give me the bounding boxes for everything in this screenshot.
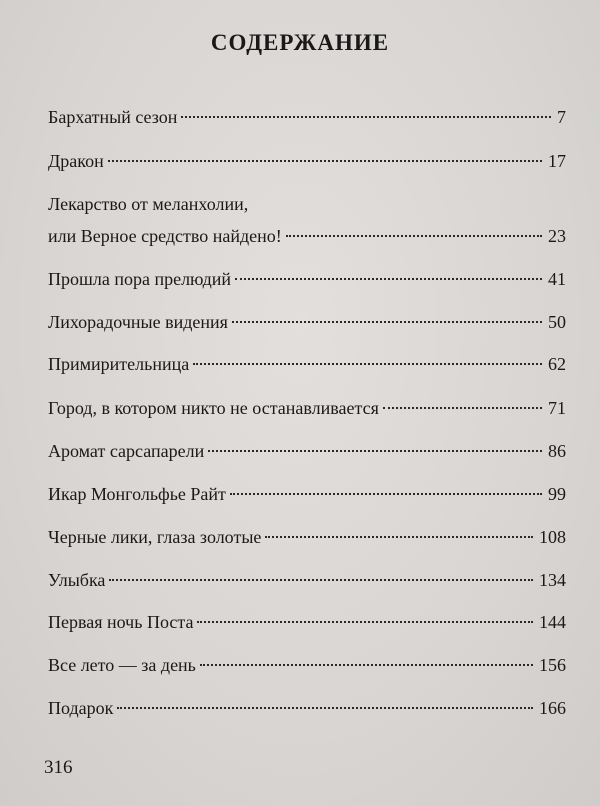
leader-dots xyxy=(108,160,542,162)
toc-entry xyxy=(48,310,566,334)
toc-entry-page: 156 xyxy=(539,655,566,675)
toc-entry-title: Икар Монгольфье Райт xyxy=(48,484,226,504)
leader-dots xyxy=(286,235,542,237)
toc-entry-page: 71 xyxy=(548,398,566,418)
toc-entry-page: 50 xyxy=(548,312,566,332)
toc-entry xyxy=(48,352,566,376)
toc-entry xyxy=(48,267,566,291)
toc-entry-title: Все лето — за день xyxy=(48,655,196,675)
toc-entry-page: 17 xyxy=(548,151,566,171)
toc-entry-title: Черные лики, глаза золотые xyxy=(48,527,262,547)
page-number: 316 xyxy=(44,757,73,778)
toc-entry-page: 134 xyxy=(539,570,566,590)
toc-entry xyxy=(48,439,566,463)
leader-dots xyxy=(200,664,533,666)
toc-entry-title: Дракон xyxy=(48,151,104,171)
page-title: СОДЕРЖАНИЕ xyxy=(210,30,390,55)
leader-dots xyxy=(197,621,533,623)
leader-dots xyxy=(230,493,542,495)
toc-entry-title: Прошла пора прелюдий xyxy=(48,269,232,289)
toc-entry xyxy=(48,105,566,129)
leader-dots xyxy=(181,116,551,118)
toc-entry-page: 7 xyxy=(557,107,566,127)
toc-entry xyxy=(48,696,566,720)
toc-entry-page: 86 xyxy=(548,441,566,461)
toc-entry-title: Лихорадочные видения xyxy=(48,312,228,332)
leader-dots xyxy=(235,278,542,280)
leader-dots xyxy=(208,450,542,452)
toc-entry-title: Улыбка xyxy=(48,570,106,590)
toc-entry-page: 62 xyxy=(548,354,566,374)
toc-entry xyxy=(48,525,566,549)
toc-entry-page: 144 xyxy=(539,612,566,632)
toc-entry-title: Бархатный сезон xyxy=(48,107,178,127)
toc-entry xyxy=(48,396,566,420)
toc-entry-page: 108 xyxy=(539,527,566,547)
leader-dots xyxy=(383,407,542,409)
toc-entry-title: Примирительница xyxy=(48,354,190,374)
leader-dots xyxy=(109,579,533,581)
toc-entry-title: Город, в котором никто не останавливается xyxy=(48,398,379,418)
toc-entry xyxy=(48,610,566,634)
toc-entry-page: 166 xyxy=(539,698,566,718)
toc-entry-title: Подарок xyxy=(48,698,114,718)
toc-entry xyxy=(48,224,566,248)
leader-dots xyxy=(117,707,533,709)
toc-entry-title: или Верное средство найдено! xyxy=(48,226,282,246)
toc-entry-page: 41 xyxy=(548,269,566,289)
leader-dots xyxy=(232,321,542,323)
toc-entry xyxy=(48,482,566,506)
toc-entry-title: Аромат сарсапарели xyxy=(48,441,205,461)
toc-entry xyxy=(48,568,566,592)
toc-entry-title: Первая ночь Поста xyxy=(48,612,194,632)
leader-dots xyxy=(265,536,533,538)
toc-entry-page: 23 xyxy=(548,226,566,246)
toc-entry xyxy=(48,149,566,173)
toc-entry xyxy=(48,653,566,677)
toc-entry-page: 99 xyxy=(548,484,566,504)
leader-dots xyxy=(193,363,542,365)
toc-entry-title-line1: Лекарство от меланхолии, xyxy=(48,194,249,214)
